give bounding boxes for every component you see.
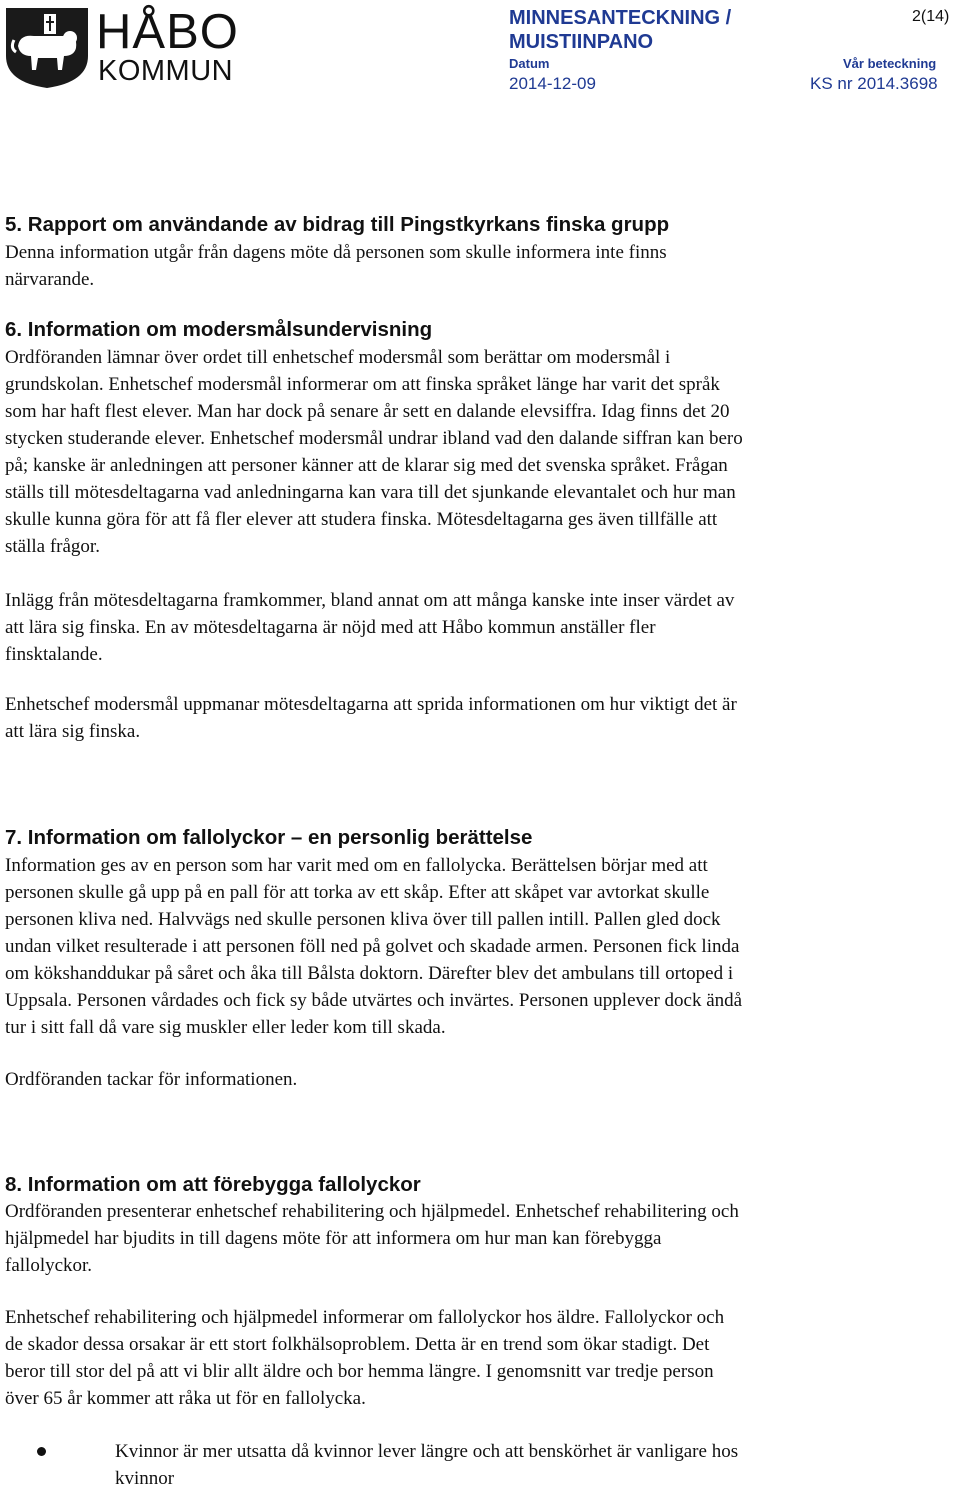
text-line: Kvinnor är mer utsatta då kvinnor lever längre och att benskörhet är vanligare hos xyxy=(115,1441,739,1462)
text-line: personen skulle gå upp på en pall för att torka av ett skåp. Efter att skåpet var avtorkat skulle xyxy=(5,882,710,903)
section-heading: 6. Information om modersmålsundervisning xyxy=(5,318,433,341)
text-line: hjälpmedel har bjudits in till dagens möte för att informera om hur man kan förebygga xyxy=(5,1228,662,1249)
section-paragraph xyxy=(5,344,743,560)
text-line: grundskolan. Enhetschef modersmål informerar om att finska språket länge har varit det språk xyxy=(5,374,720,395)
bullet-item xyxy=(115,1438,738,1492)
section-paragraph xyxy=(5,1304,724,1412)
lamb-emblem-icon xyxy=(4,4,90,90)
text-line: att lära sig finska. xyxy=(5,721,141,742)
section-paragraph xyxy=(5,239,667,293)
text-line: att lära sig finska. En av mötesdeltagarna är nöjd med att Håbo kommun anställer fler xyxy=(5,617,656,638)
text-line: stycken studerande elever. Enhetschef modersmål undrar ibland vad den dalande siffran kan bero xyxy=(5,428,743,449)
reference-value: KS nr 2014.3698 xyxy=(810,74,938,93)
section-paragraph xyxy=(5,1198,739,1279)
logo-name: HÅBO xyxy=(96,5,239,59)
section-paragraph xyxy=(5,587,734,668)
section-heading: 5. Rapport om användande av bidrag till Pingstkyrkans finska grupp xyxy=(5,213,670,236)
text-line: personen kliva ned. Halvvägs ned skulle personen kliva över till pallen intill. Pallen gled dock xyxy=(5,909,721,930)
text-line: Information ges av en person som har varit med om en fallolycka. Berättelsen börjar med att xyxy=(5,855,708,876)
text-line: på; kanske är anledningen att personer känner att de klarar sig med det svenska språket. Frågan xyxy=(5,455,728,476)
date-value: 2014-12-09 xyxy=(509,74,596,93)
document-type xyxy=(509,6,731,54)
text-line: närvarande. xyxy=(5,269,95,290)
text-line: finsktalande. xyxy=(5,644,103,665)
text-line: Enhetschef rehabilitering och hjälpmedel informerar om fallolyckor hos äldre. Fallolyckor och xyxy=(5,1307,725,1328)
text-line: skulle kunna göra för att få fler elever att studera finska. Mötesdeltagarna ges även tillfälle att xyxy=(5,509,718,530)
section-paragraph xyxy=(5,1066,297,1093)
section-paragraph xyxy=(5,691,737,745)
document-type-line: MINNESANTECKNING / xyxy=(509,7,732,29)
text-line: Enhetschef modersmål uppmanar mötesdeltagarna att sprida informationen om hur viktigt det är xyxy=(5,694,737,715)
text-line: beror till stor del på att vi blir allt äldre och bor hemma längre. I genomsnitt var tredje person xyxy=(5,1361,714,1382)
reference-label: Vår beteckning xyxy=(843,56,937,71)
bullet-icon xyxy=(37,1447,46,1456)
habo-kommun-logo xyxy=(4,4,239,90)
document-type-line: MUISTIINPANO xyxy=(509,31,654,53)
section-heading: 7. Information om fallolyckor – en personlig berättelse xyxy=(5,826,533,849)
section-paragraph xyxy=(5,852,742,1041)
text-line: Uppsala. Personen vårdades och fick sy både utvärtes och invärtes. Personen upplever dock ändå xyxy=(5,990,743,1011)
text-line: fallolyckor. xyxy=(5,1255,93,1276)
text-line: Ordföranden tackar för informationen. xyxy=(5,1069,298,1090)
text-line: Inlägg från mötesdeltagarna framkommer, bland annat om att många kanske inte inser värdet av xyxy=(5,590,735,611)
logo-subtitle: KOMMUN xyxy=(98,55,234,87)
text-line: tur i sitt fall då vare sig muskler eller leder kom till skada. xyxy=(5,1017,446,1038)
text-line: som har haft flest elever. Man har dock på senare år sett en dalande elevsiffra. Idag finns det 20 xyxy=(5,401,730,422)
text-line: över 65 år kommer att råka ut för en fallolycka. xyxy=(5,1388,366,1409)
text-line: Ordföranden lämnar över ordet till enhetschef modersmål som berättar om modersmål i xyxy=(5,347,671,368)
text-line: Ordföranden presenterar enhetschef rehabilitering och hjälpmedel. Enhetschef rehabilitering och xyxy=(5,1201,739,1222)
text-line: ställs till mötesdeltagarna vad anledningarna kan vara till det sjunkande elevantalet och hur man xyxy=(5,482,736,503)
text-line: om kökshanddukar på såret och åka till Bålsta doktorn. Därefter blev det ambulans till ortoped i xyxy=(5,963,734,984)
text-line: kvinnor xyxy=(115,1468,175,1489)
text-line: de skador dessa orsakar är ett stort folkhälsoproblem. Detta är en trend som ökar stadigt. Det xyxy=(5,1334,710,1355)
text-line: Denna information utgår från dagens möte då personen som skulle informera inte finns xyxy=(5,242,667,263)
date-label: Datum xyxy=(509,56,550,71)
text-line: ställa frågor. xyxy=(5,536,100,557)
text-line: undan vilket resulterade i att personen föll ned på golvet och skadade armen. Personen fick linda xyxy=(5,936,740,957)
section-heading: 8. Information om att förebygga fallolyckor xyxy=(5,1173,421,1196)
page-number: 2(14) xyxy=(912,8,950,25)
